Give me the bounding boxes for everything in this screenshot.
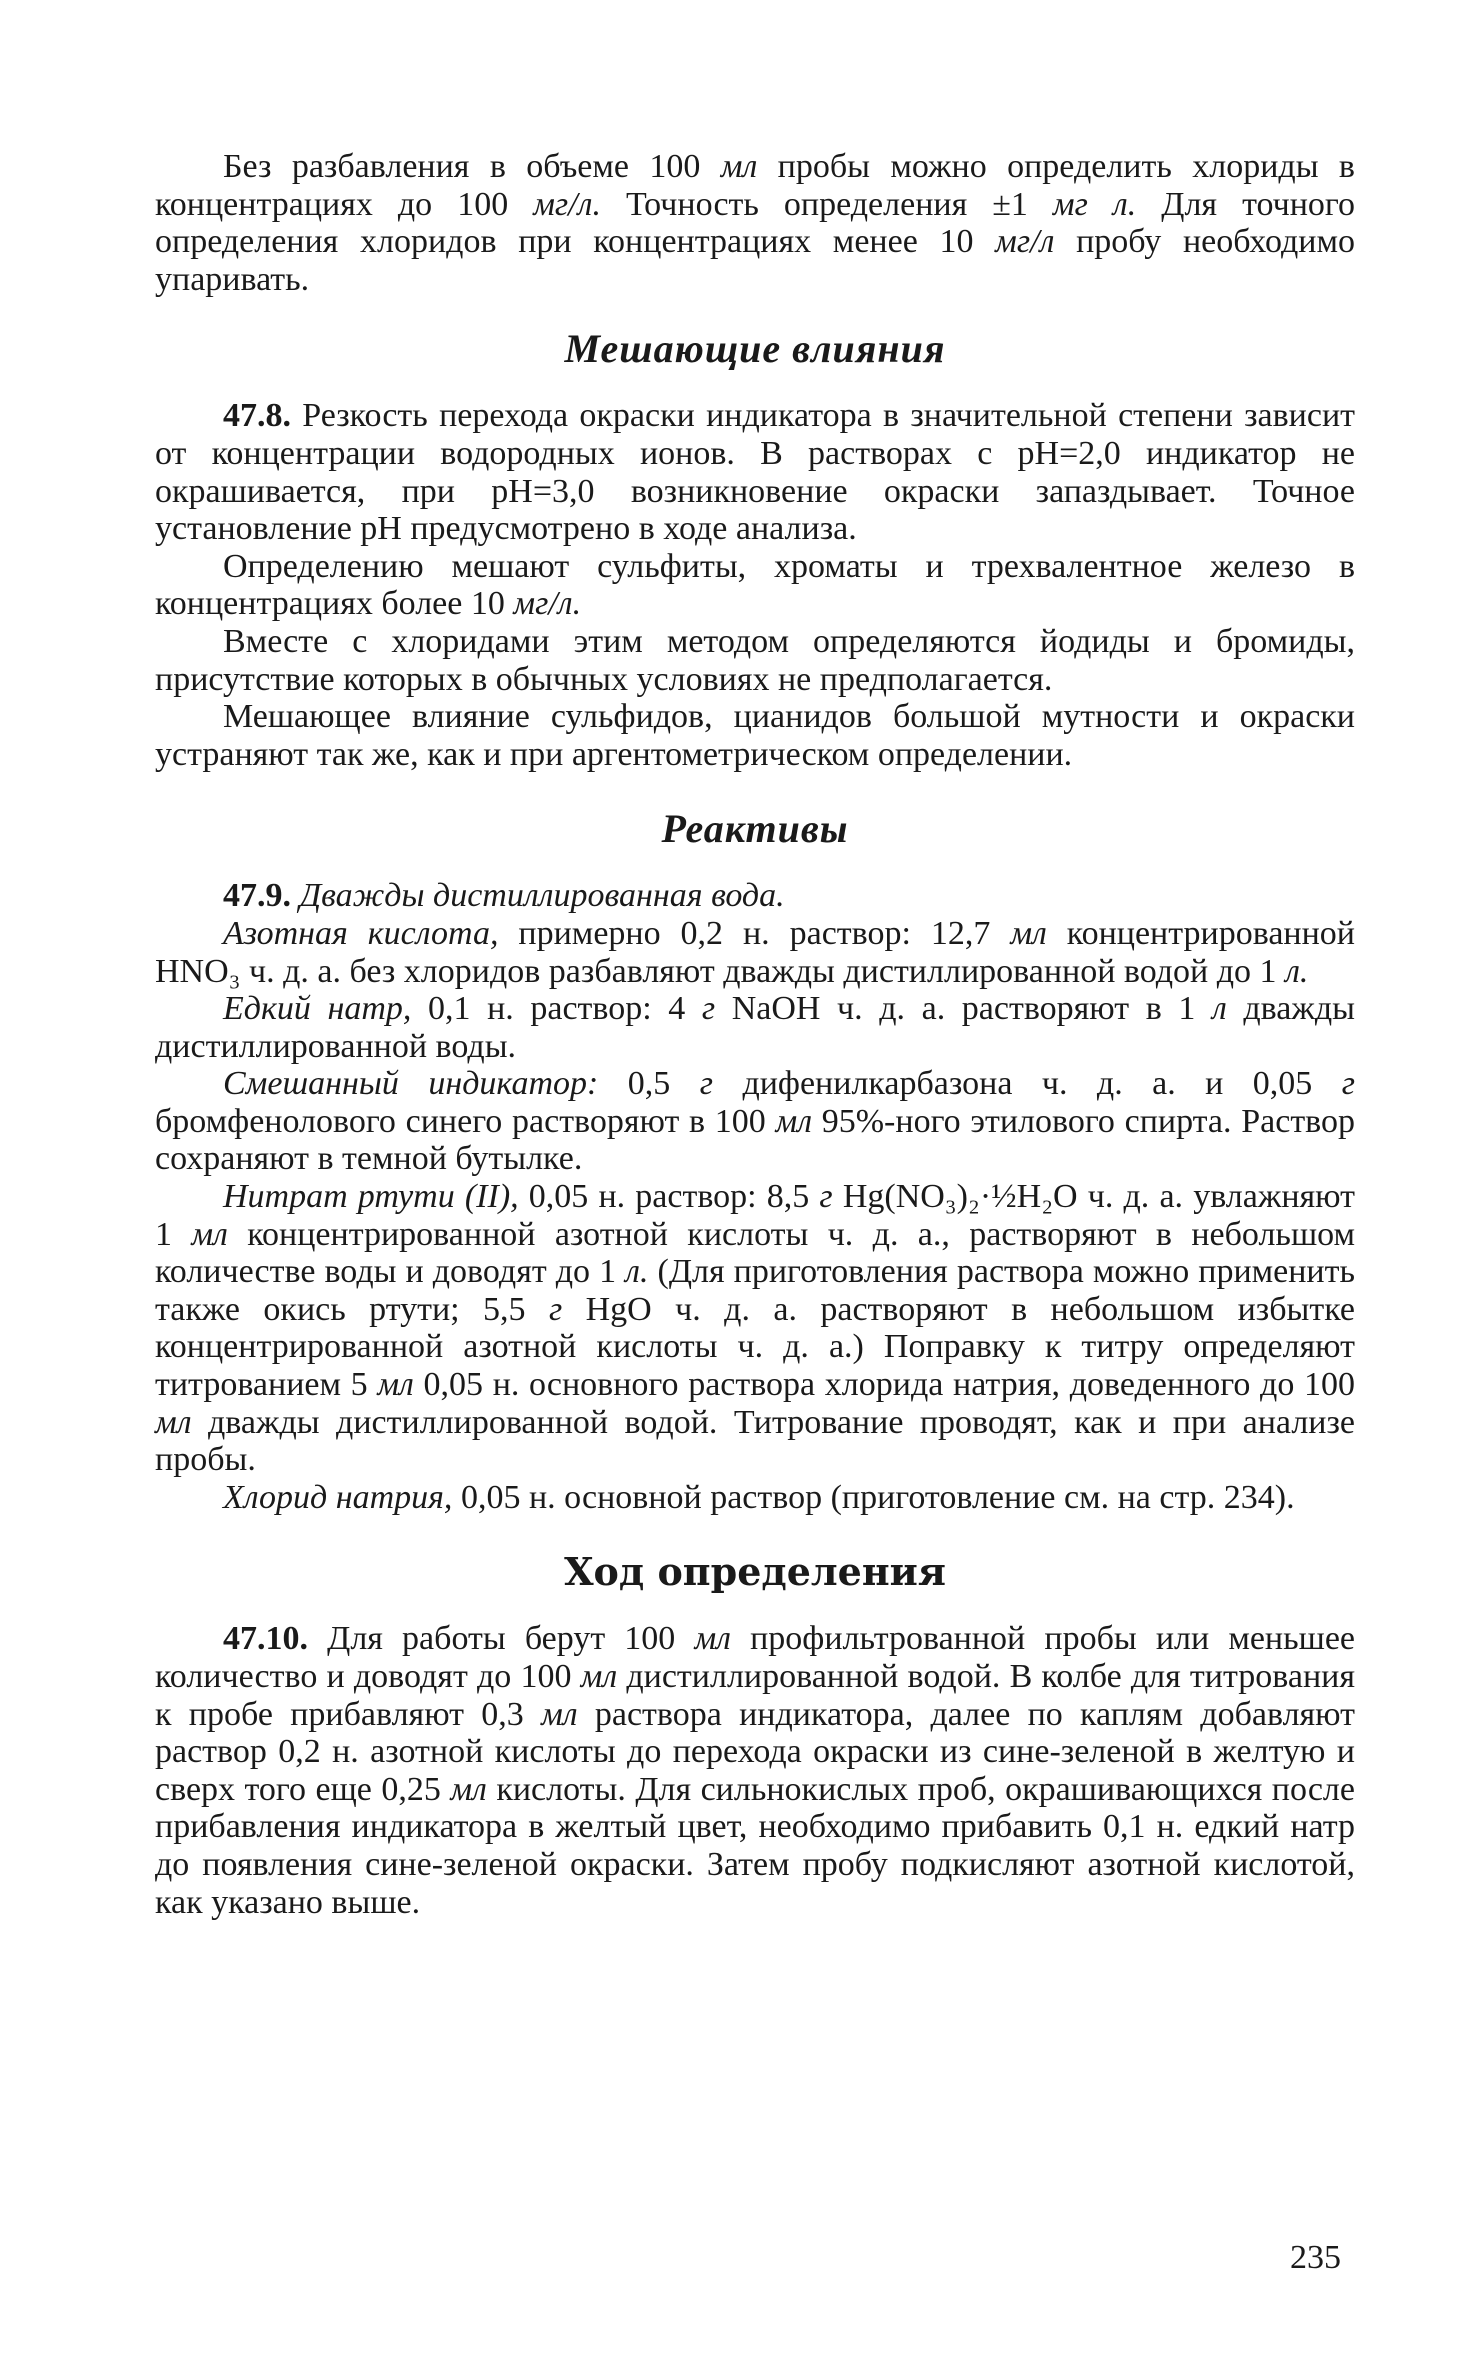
section-title-reagents: Реактивы <box>661 806 849 852</box>
section-title-interference: Мешающие влияния <box>564 326 946 372</box>
paragraph-47-8: 47.8. Резкость перехода окраски индикатора в значительной степени зависит от концентрации водородных ионов. В растворах с pH=2,0 индикатор не окрашивается, при pH=3,0 возникновение окраски запаздывает. Точное установление pH предусмотрено в ходе анализа. <box>155 397 1355 548</box>
reagent-sodium-hydroxide: Едкий натр, 0,1 н. раствор: 4 г NaOH ч. д. а. растворяют в 1 л дважды дистиллированной воды. <box>155 990 1355 1065</box>
page-number: 235 <box>1290 2239 1341 2276</box>
reagent-sodium-chloride: Хлорид натрия, 0,05 н. основной раствор (приготовление см. на стр. 234). <box>223 1478 1295 1516</box>
reagent-mixed-indicator: Смешанный индикатор: 0,5 г дифенилкарбазона ч. д. а. и 0,05 г бромфенолового синего растворяют в 100 мл 95%-ного этилового спирта. Раствор сохраняют в темной бутылке. <box>155 1065 1355 1178</box>
paragraph-interference-iodides: Вместе с хлоридами этим методом определяются йодиды и бромиды, присутствие которых в обычных условиях не предполагается. <box>155 622 1355 698</box>
page-body <box>155 148 1355 1921</box>
section-title-procedure: Ход определения <box>564 1549 946 1595</box>
intro-paragraph: Без разбавления в объеме 100 мл пробы можно определить хлориды в концентрациях до 100 мг/л. Точность определения ±1 мг л. Для точного определения хлоридов при концентрациях менее 10 мг/л пробу необходимо упаривать. <box>155 148 1355 298</box>
paragraph-47-10: 47.10. Для работы берут 100 мл профильтрованной пробы или меньшее количество и доводят до 100 мл дистиллированной водой. В колбе для титрования к пробе прибавляют 0,3 мл раствора индикатора, далее по каплям добавляют раствор 0,2 н. азотной кислоты до перехода окраски из сине-зеленой в желтую и сверх того еще 0,25 мл кислоты. Для сильнокислых проб, окрашивающихся после прибавления индикатора в желтый цвет, необходимо прибавить 0,1 н. едкий натр до появления сине-зеленой окраски. Затем пробу подкисляют азотной кислотой, как указано выше. <box>155 1620 1355 1921</box>
reagent-distilled-water: 47.9. Дважды дистиллированная вода. <box>223 877 785 915</box>
reagent-mercury-nitrate: Нитрат ртути (II), 0,05 н. раствор: 8,5 г Hg(NO₃)₂·½H₂O ч. д. а. увлажняют 1 мл концентрированной азотной кислоты ч. д. а., растворяют в небольшом количестве воды и доводят до 1 л. (Для приготовления раствора можно применить также окись ртути; 5,5 г HgO ч. д. а. растворяют в небольшом избытке концентрированной азотной кислоты ч. д. а.) Поправку к титру определяют титрованием 5 мл 0,05 н. основного раствора хлорида натрия, доведенного до 100 мл дважды дистиллированной водой. Титрование проводят, как и при анализе пробы. <box>155 1178 1355 1479</box>
paragraph-interference-sulfites: Определению мешают сульфиты, хроматы и трехвалентное железо в концентрациях более 10 мг/л. <box>155 547 1355 623</box>
reagent-nitric-acid: Азотная кислота, примерно 0,2 н. раствор: 12,7 мл концентрированной HNO₃ ч. д. а. без хлоридов разбавляют дважды дистиллированной водой до 1 л. <box>155 914 1356 990</box>
paragraph-interference-sulfides: Мешающее влияние сульфидов, цианидов большой мутности и окраски устраняют так же, как и при аргентометрическом определении. <box>155 698 1355 773</box>
